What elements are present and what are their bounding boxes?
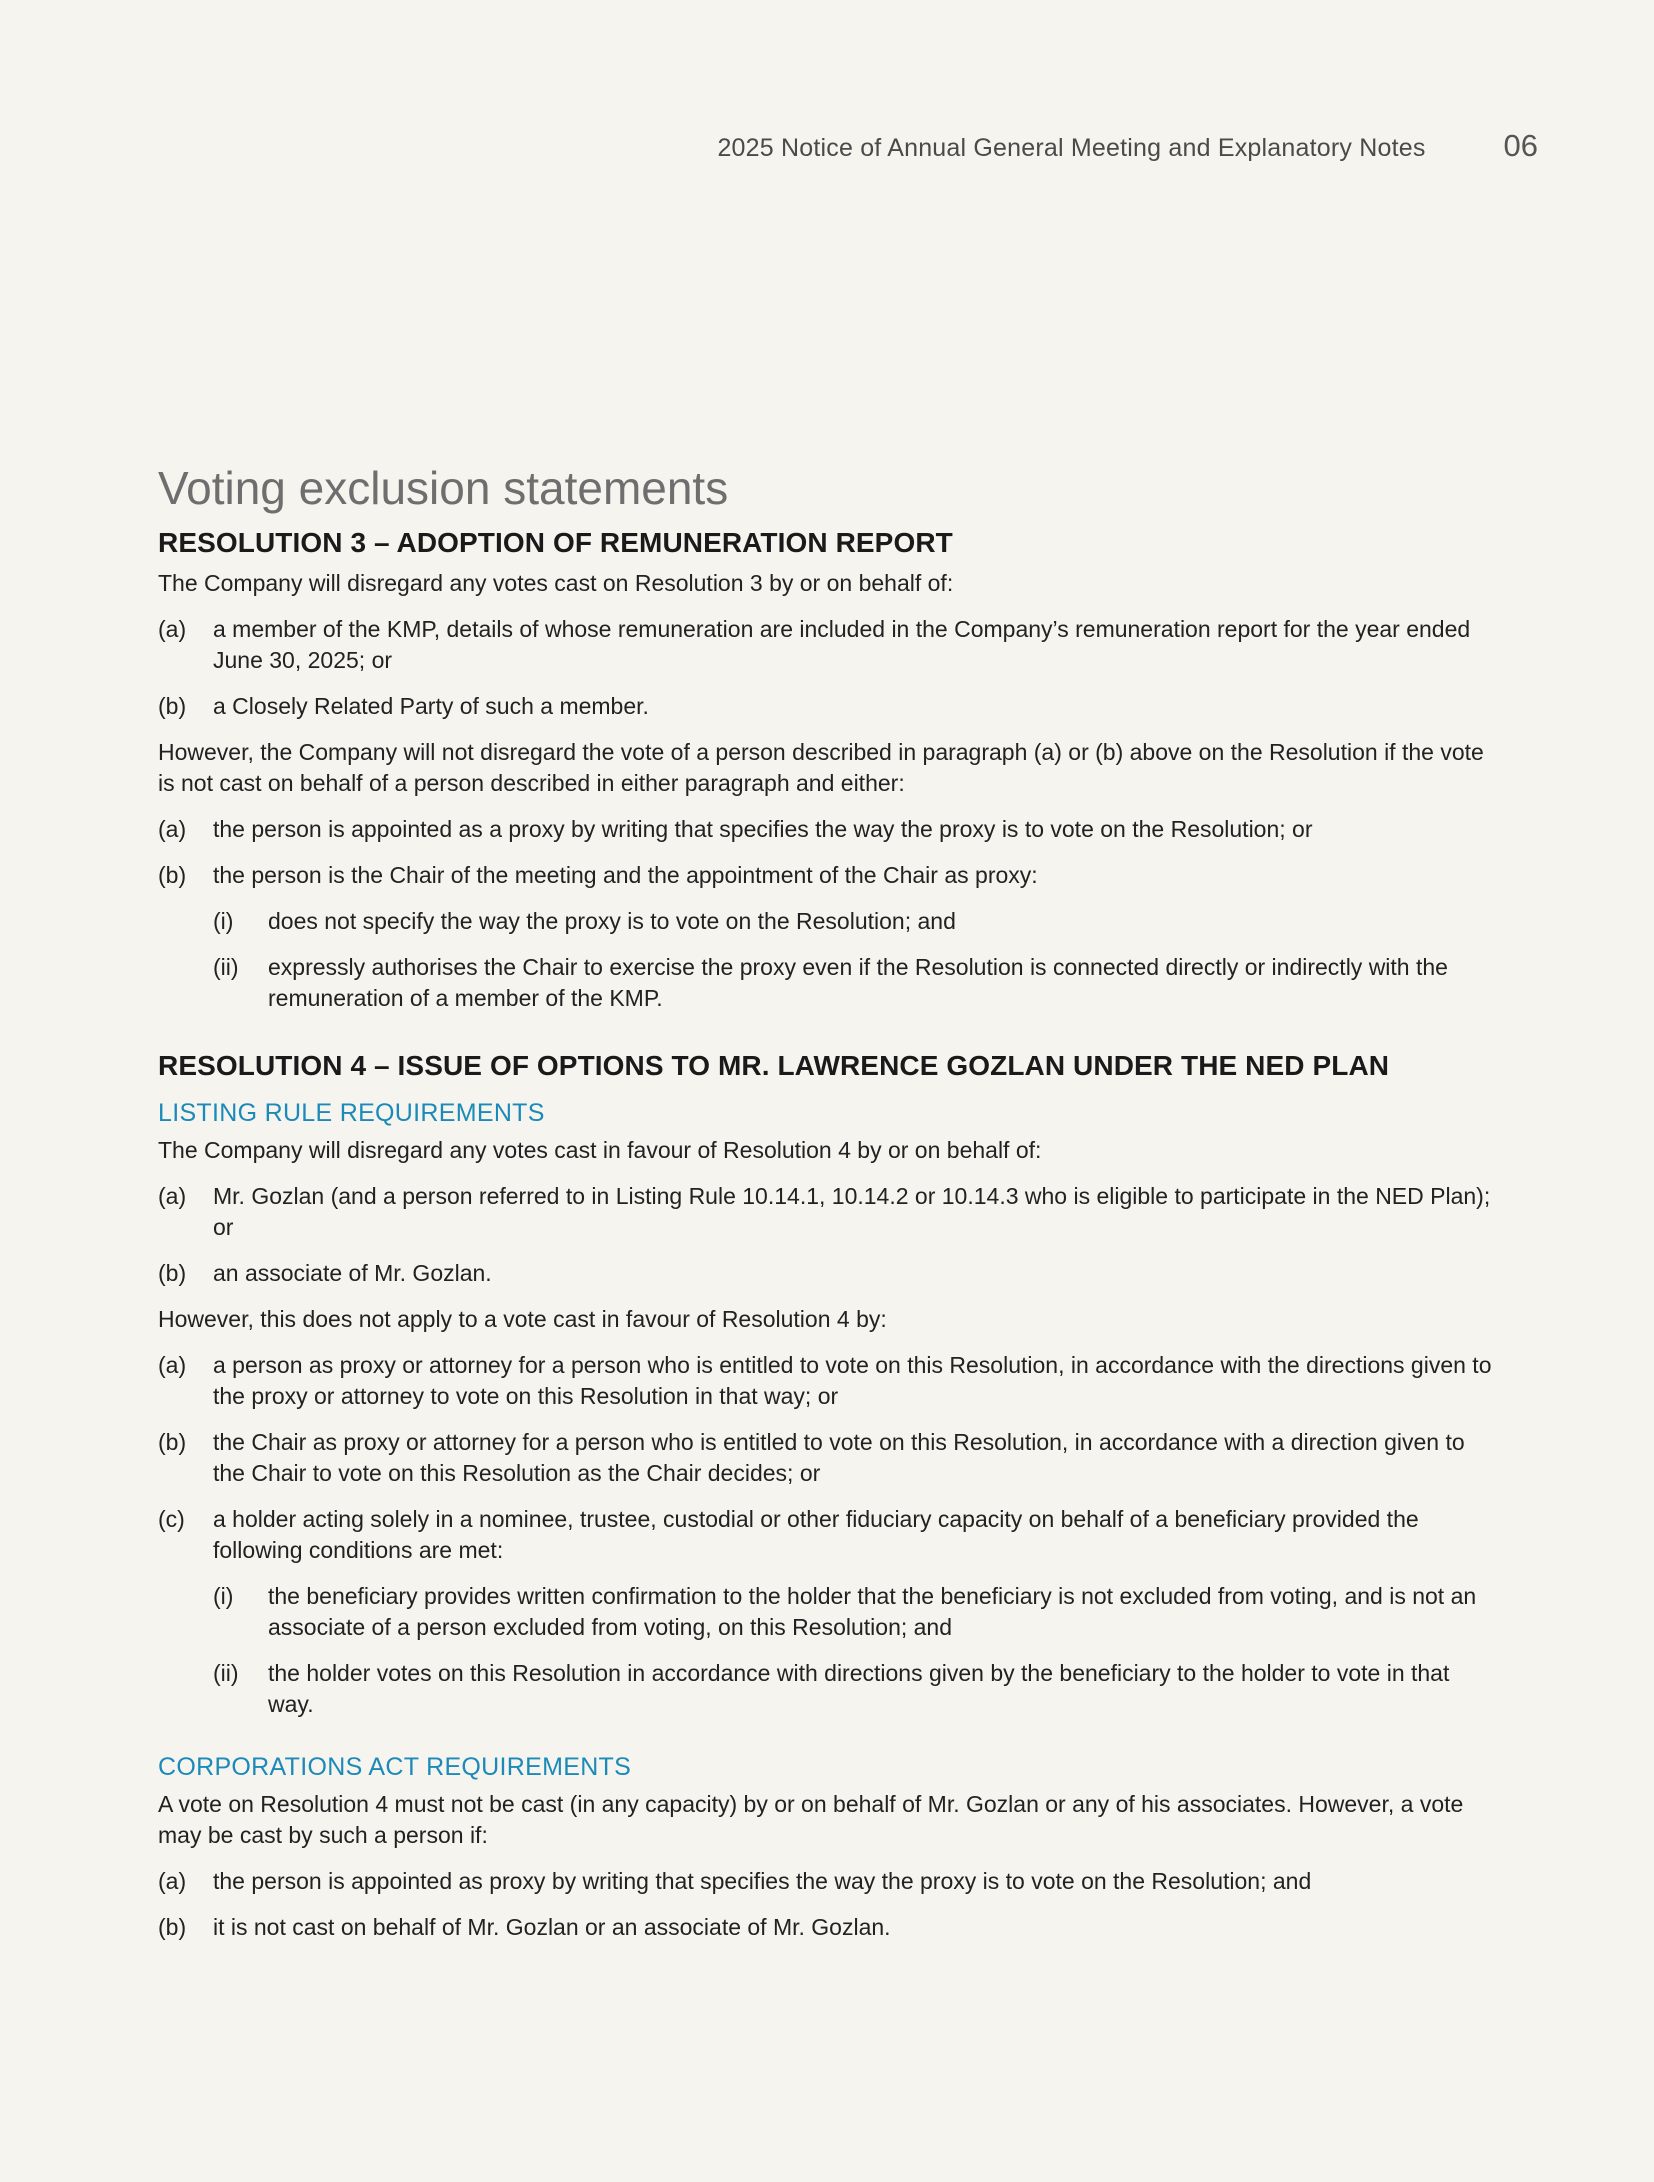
sub-list-item — [158, 1581, 1498, 1643]
list-marker: (ii) — [213, 1660, 239, 1686]
list-item — [158, 1181, 1498, 1243]
list-item — [158, 860, 1498, 891]
list-marker: (a) — [158, 616, 187, 642]
list-item — [158, 1350, 1498, 1412]
page-content — [158, 458, 1498, 1958]
resolution-3-heading: RESOLUTION 3 – ADOPTION OF REMUNERATION REPORT — [158, 527, 953, 558]
list-marker: (b) — [158, 1260, 187, 1286]
listing-rule-however: However, this does not apply to a vote cast in favour of Resolution 4 by: — [158, 1306, 887, 1332]
list-text: it is not cast on behalf of Mr. Gozlan or an associate of Mr. Gozlan. — [213, 1914, 891, 1940]
sub-list-item — [158, 906, 1498, 937]
resolution-3-however: However, the Company will not disregard the vote of a person described in paragraph (a) or (b) above on the Resolution if the vote is not cast on behalf of a person described in either paragraph and either: — [158, 739, 1484, 796]
list-item — [158, 814, 1498, 845]
corporations-act-heading: CORPORATIONS ACT REQUIREMENTS — [158, 1753, 632, 1781]
sub-list-item — [158, 1658, 1498, 1720]
sub-list-item — [158, 952, 1498, 1014]
list-text: does not specify the way the proxy is to vote on the Resolution; and — [268, 908, 956, 934]
list-marker: (b) — [158, 1914, 187, 1940]
list-text: the Chair as proxy or attorney for a person who is entitled to vote on this Resolution, in accordance with a direction given to the Chair to vote on this Resolution as the Chair decides; or — [213, 1429, 1465, 1486]
list-item — [158, 1504, 1498, 1566]
resolution-4-heading: RESOLUTION 4 – ISSUE OF OPTIONS TO MR. LAWRENCE GOZLAN UNDER THE NED PLAN — [158, 1050, 1390, 1081]
list-text: an associate of Mr. Gozlan. — [213, 1260, 492, 1286]
list-item — [158, 1866, 1498, 1897]
list-item — [158, 691, 1498, 722]
list-marker: (a) — [158, 1868, 187, 1894]
list-item — [158, 1912, 1498, 1943]
list-text: a Closely Related Party of such a member. — [213, 693, 649, 719]
list-marker: (ii) — [213, 954, 239, 980]
list-text: a holder acting solely in a nominee, trustee, custodial or other fiduciary capacity on behalf of a beneficiary provided the following conditions are met: — [213, 1506, 1419, 1563]
list-text: the person is appointed as proxy by writing that specifies the way the proxy is to vote on the Resolution; and — [213, 1868, 1312, 1894]
list-marker: (b) — [158, 693, 187, 719]
list-marker: (a) — [158, 816, 187, 842]
list-text: a member of the KMP, details of whose remuneration are included in the Company’s remuneration report for the year ended June 30, 2025; or — [213, 616, 1471, 673]
section-title: Voting exclusion statements — [158, 462, 729, 514]
page-number: 06 — [1503, 128, 1538, 163]
resolution-3-intro: The Company will disregard any votes cast on Resolution 3 by or on behalf of: — [158, 570, 954, 596]
list-text: the person is the Chair of the meeting and the appointment of the Chair as proxy: — [213, 862, 1038, 888]
list-text: expressly authorises the Chair to exercise the proxy even if the Resolution is connected directly or indirectly with the remuneration of a member of the KMP. — [268, 954, 1448, 1011]
list-item — [158, 1427, 1498, 1489]
list-marker: (a) — [158, 1352, 187, 1378]
list-text: a person as proxy or attorney for a person who is entitled to vote on this Resolution, in accordance with the directions given to the proxy or attorney to vote on this Resolution in that way; or — [213, 1352, 1492, 1409]
list-text: the beneficiary provides written confirmation to the holder that the beneficiary is not excluded from voting, and is not an associate of a person excluded from voting, on this Resolution; and — [268, 1583, 1477, 1640]
list-text: Mr. Gozlan (and a person referred to in Listing Rule 10.14.1, 10.14.2 or 10.14.3 who is eligible to participate in the NED Plan); or — [213, 1183, 1491, 1240]
list-marker: (b) — [158, 1429, 187, 1455]
list-text: the holder votes on this Resolution in accordance with directions given by the beneficiary to the holder to vote in that way. — [268, 1660, 1450, 1717]
list-marker: (b) — [158, 862, 187, 888]
listing-rule-heading: LISTING RULE REQUIREMENTS — [158, 1099, 545, 1127]
list-marker: (i) — [213, 1583, 234, 1609]
list-marker: (a) — [158, 1183, 187, 1209]
corporations-act-intro: A vote on Resolution 4 must not be cast (in any capacity) by or on behalf of Mr. Gozlan or any of his associates. However, a vote may be cast by such a person if: — [158, 1791, 1464, 1848]
list-marker: (c) — [158, 1506, 185, 1532]
document-title: 2025 Notice of Annual General Meeting and Explanatory Notes — [717, 134, 1426, 162]
list-item — [158, 614, 1498, 676]
page-header — [717, 128, 1538, 164]
listing-rule-intro: The Company will disregard any votes cast in favour of Resolution 4 by or on behalf of: — [158, 1137, 1042, 1163]
list-item — [158, 1258, 1498, 1289]
list-text: the person is appointed as a proxy by writing that specifies the way the proxy is to vote on the Resolution; or — [213, 816, 1313, 842]
list-marker: (i) — [213, 908, 234, 934]
